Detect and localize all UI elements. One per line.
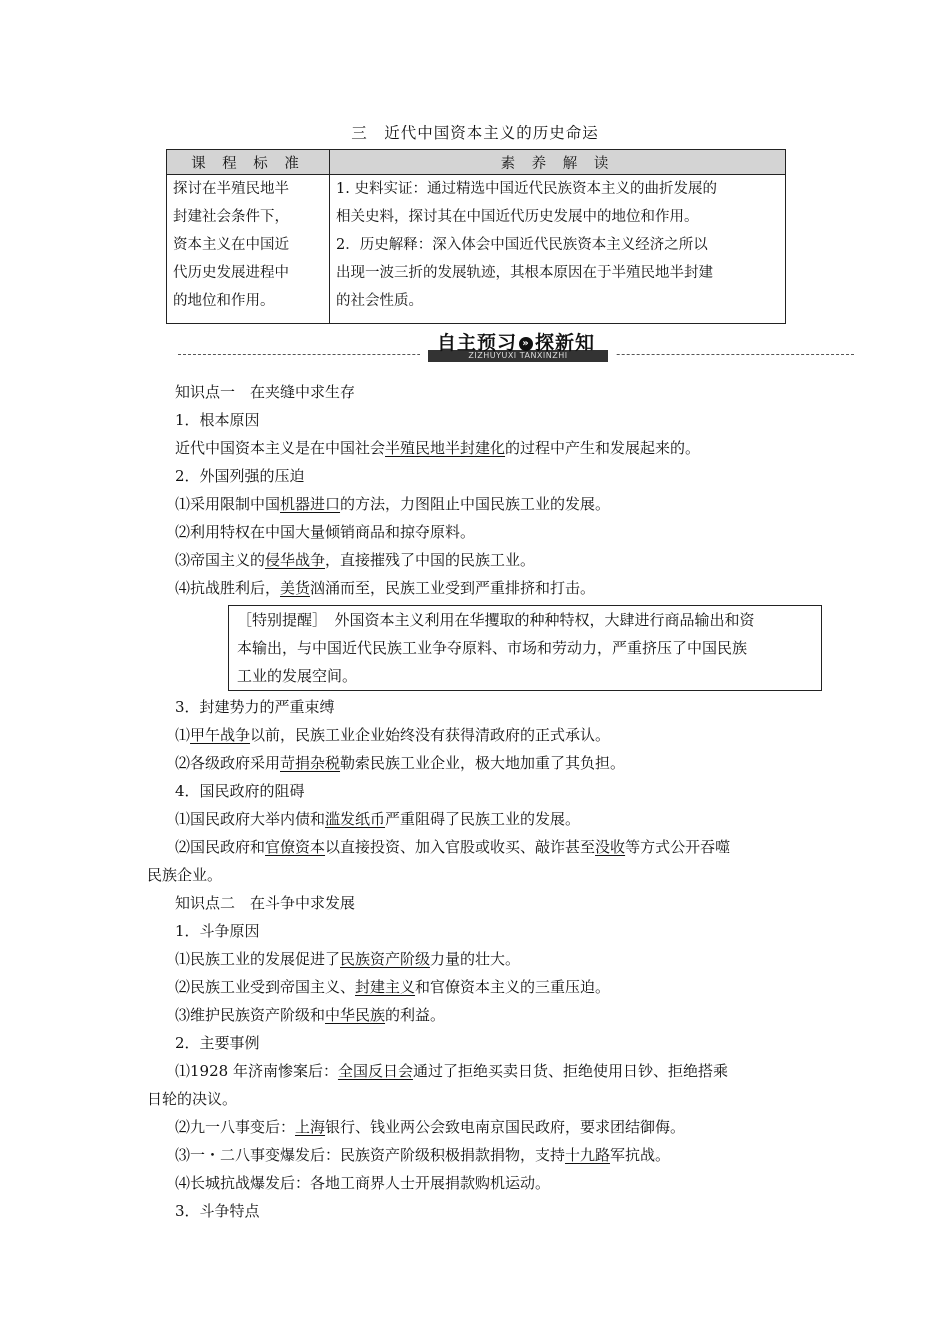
- paragraph: ⑵各级政府采用苛捐杂税勒索民族工业企业，极大地加重了其负担。: [175, 754, 626, 772]
- paragraph: ⑴采用限制中国机器进口的方法，力图阻止中国民族工业的发展。: [175, 495, 611, 513]
- literacy-line: 出现一波三折的发展轨迹，其根本原因在于半殖民地半封建: [336, 265, 713, 281]
- subheading: 3．封建势力的严重束缚: [175, 698, 335, 716]
- literacy-line: 的社会性质。: [336, 293, 423, 309]
- standard-line: 封建社会条件下，: [173, 209, 289, 225]
- paragraph: 近代中国资本主义是在中国社会半殖民地半封建化的过程中产生和发展起来的。: [175, 439, 701, 457]
- paragraph: ⑴民族工业的发展促进了民族资产阶级力量的壮大。: [175, 950, 521, 968]
- paragraph: ⑴1928 年济南惨案后：全国反日会通过了拒绝买卖日货、拒绝使用日钞、拒绝搭乘: [175, 1062, 728, 1080]
- subheading: 4．国民政府的阻碍: [175, 782, 305, 800]
- subheading: 2．外国列强的压迫: [175, 467, 305, 485]
- answer-blank: 甲午战争: [190, 726, 251, 744]
- subheading: 3．斗争特点: [175, 1202, 260, 1220]
- knowledge-heading: 知识点一 在夹缝中求生存: [175, 383, 356, 401]
- paragraph-continuation: 日轮的决议。: [147, 1090, 238, 1108]
- section-banner: [178, 328, 854, 368]
- paragraph: ⑷长城抗战爆发后：各地工商界人士开展捐款购机运动。: [175, 1174, 551, 1192]
- literacy-line: 相关史料，探讨其在中国近代历史发展中的地位和作用。: [336, 209, 699, 225]
- banner-subtitle: ZIZHUYUXI TANXINZHI: [428, 350, 608, 362]
- paragraph: ⑴国民政府大举内债和滥发纸币严重阻碍了民族工业的发展。: [175, 810, 581, 828]
- answer-blank: 滥发纸币: [325, 810, 386, 828]
- answer-blank: 全国反日会: [337, 1062, 413, 1080]
- banner-title-b: 探新知: [535, 332, 596, 354]
- paragraph: ⑷抗战胜利后，美货汹涌而至，民族工业受到严重排挤和打击。: [175, 579, 596, 597]
- content-body: [147, 378, 815, 1225]
- answer-blank: 苛捐杂税: [280, 754, 341, 772]
- answer-blank: 官僚资本: [265, 838, 326, 856]
- paragraph: ⑵民族工业受到帝国主义、封建主义和官僚资本主义的三重压迫。: [175, 978, 611, 996]
- note-line: ［特别提醒］ 外国资本主义利用在华攫取的种种特权，大肆进行商品输出和资: [237, 611, 755, 629]
- paragraph: ⑴甲午战争以前，民族工业企业始终没有获得清政府的正式承认。: [175, 726, 611, 744]
- curriculum-table: [166, 149, 786, 324]
- paragraph: ⑶维护民族资产阶级和中华民族的利益。: [175, 1006, 446, 1024]
- answer-blank: 半殖民地半封建化: [385, 439, 506, 457]
- subheading: 1．斗争原因: [175, 922, 260, 940]
- standard-line: 的地位和作用。: [173, 293, 275, 309]
- answer-blank: 民族资产阶级: [340, 950, 431, 968]
- header-literacy: 素 养 解 读: [330, 150, 786, 175]
- answer-blank: 中华民族: [325, 1006, 386, 1024]
- paragraph: ⑶帝国主义的侵华战争，直接摧残了中国的民族工业。: [175, 551, 536, 569]
- special-reminder-box: [228, 605, 822, 691]
- answer-blank: 侵华战争: [265, 551, 326, 569]
- banner-title: [178, 328, 854, 355]
- paragraph-continuation: 民族企业。: [147, 866, 223, 884]
- literacy-cell: [330, 175, 786, 324]
- paragraph: ⑶一・二八事变爆发后：民族资产阶级积极捐款捐物，支持十九路军抗战。: [175, 1146, 671, 1164]
- standard-line: 资本主义在中国近: [173, 237, 289, 253]
- literacy-line: 1. 史料实证：通过精选中国近代民族资本主义的曲折发展的: [336, 181, 717, 197]
- standard-cell: [167, 175, 330, 324]
- banner-title-a: 自主预习: [436, 332, 517, 354]
- note-line: 工业的发展空间。: [237, 667, 358, 685]
- literacy-line: 2．历史解释：深入体会中国近代民族资本主义经济之所以: [336, 237, 708, 253]
- lesson-title: 三 近代中国资本主义的历史命运: [351, 124, 599, 142]
- subheading: 1．根本原因: [175, 411, 260, 429]
- standard-line: 代历史发展进程中: [173, 265, 289, 281]
- paragraph: ⑵九一八事变后：上海银行、钱业两公会致电南京国民政府，要求团结御侮。: [175, 1118, 686, 1136]
- note-line: 本输出，与中国近代民族工业争夺原料、市场和劳动力，严重挤压了中国民族: [237, 639, 748, 657]
- paragraph: ⑵国民政府和官僚资本以直接投资、加入官股或收买、敲诈甚至没收等方式公开吞噬: [175, 838, 731, 856]
- paragraph: ⑵利用特权在中国大量倾销商品和掠夺原料。: [175, 523, 476, 541]
- answer-blank: 机器进口: [280, 495, 341, 513]
- answer-blank: 上海: [295, 1118, 326, 1136]
- answer-blank: 美货: [280, 579, 311, 597]
- header-standard: 课 程 标 准: [167, 150, 330, 175]
- standard-line: 探讨在半殖民地半: [173, 181, 289, 197]
- subheading: 2．主要事例: [175, 1034, 260, 1052]
- answer-blank: 封建主义: [355, 978, 416, 996]
- answer-blank: 十九路: [565, 1146, 611, 1164]
- arrow-icon: »: [519, 337, 533, 351]
- answer-blank: 没收: [595, 838, 626, 856]
- knowledge-heading: 知识点二 在斗争中求发展: [175, 894, 356, 912]
